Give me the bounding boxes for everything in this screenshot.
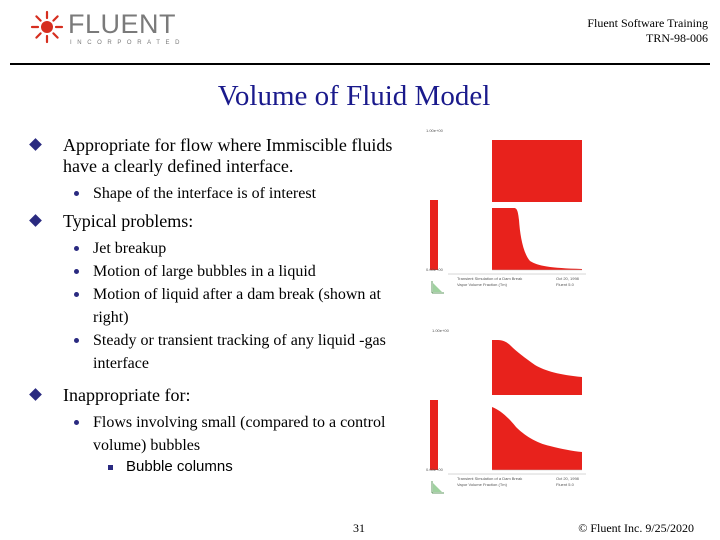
bullet-text: Appropriate for flow where Immiscible fluids have a clearly defined interface. bbox=[63, 135, 393, 176]
caption-left-1: Transient Simulation of a Dam Break bbox=[457, 476, 523, 481]
bullet-item bbox=[30, 385, 410, 406]
sub-bullet-text: Shape of the interface is of interest bbox=[93, 185, 317, 202]
scale-label-bottom: 0.00e+00 bbox=[426, 267, 443, 272]
dam-break-figure-2 bbox=[420, 325, 586, 500]
sub-sub-bullet-item bbox=[30, 457, 410, 477]
sunburst-logo-icon bbox=[30, 10, 64, 44]
header-info bbox=[587, 16, 708, 46]
sub-bullet-text: Motion of large bubbles in a liquid bbox=[93, 263, 316, 280]
logo-wordmark: FLUENT bbox=[68, 9, 177, 39]
sub-bullet-text: Motion of liquid after a dam break (shown at right) bbox=[93, 286, 381, 326]
dot-bullet-icon bbox=[74, 292, 79, 297]
sub-bullet-item bbox=[30, 329, 410, 375]
caption-right-2: Fluent 5.0 bbox=[556, 482, 574, 487]
scale-label-bottom: 0.00e+00 bbox=[426, 467, 443, 472]
diamond-bullet-icon bbox=[29, 388, 42, 401]
caption-right-2: Fluent 5.0 bbox=[556, 282, 574, 287]
copyright: © Fluent Inc. 9/25/2020 bbox=[578, 521, 694, 535]
square-bullet-icon bbox=[108, 465, 113, 470]
color-scale-bar bbox=[430, 200, 438, 270]
sub-bullet-item bbox=[30, 182, 410, 205]
bullet-text: Inappropriate for: bbox=[63, 385, 191, 405]
sub-sub-bullet-text: Bubble columns bbox=[126, 458, 233, 475]
sub-bullet-item bbox=[30, 411, 410, 457]
diamond-bullet-icon bbox=[29, 214, 42, 227]
bullet-text: Typical problems: bbox=[63, 211, 194, 231]
caption-left-1: Transient Simulation of a Dam Break bbox=[457, 276, 523, 281]
dam-break-plot-1 bbox=[420, 125, 586, 300]
dam-break-plot-2 bbox=[420, 325, 586, 500]
fluent-logo bbox=[30, 9, 186, 50]
scale-label-top: 1.00e+00 bbox=[432, 328, 449, 333]
caption-left-2: Vapor Volume Fraction (Tm) bbox=[457, 482, 507, 487]
caption-right-1: Oct 20, 1998 bbox=[556, 276, 579, 281]
header-line1: Fluent Software Training bbox=[587, 16, 708, 30]
logo-subtitle: INCORPORATED bbox=[70, 40, 186, 46]
sub-bullet-item bbox=[30, 260, 410, 283]
header-rule bbox=[10, 63, 710, 65]
dot-bullet-icon bbox=[74, 246, 79, 251]
sub-bullet-text: Flows involving small (compared to a control volume) bubbles bbox=[93, 414, 386, 454]
upper-fluid-region bbox=[492, 140, 582, 202]
caption-right-1: Oct 20, 1998 bbox=[556, 476, 579, 481]
dot-bullet-icon bbox=[74, 191, 79, 196]
sub-bullet-text: Jet breakup bbox=[93, 240, 167, 257]
diamond-bullet-icon bbox=[29, 138, 42, 151]
bullet-item bbox=[30, 211, 410, 232]
dam-break-figure-1 bbox=[420, 125, 586, 300]
dot-bullet-icon bbox=[74, 269, 79, 274]
header-line2: TRN-98-006 bbox=[646, 31, 708, 45]
bullet-item bbox=[30, 135, 410, 177]
bullet-list bbox=[30, 135, 410, 477]
scale-label-top: 1.00e+00 bbox=[426, 128, 443, 133]
slide-title: Volume of Fluid Model bbox=[217, 80, 491, 112]
sub-bullet-item bbox=[30, 283, 410, 329]
sub-bullet-item bbox=[30, 237, 410, 260]
page-number: 31 bbox=[353, 521, 365, 535]
dot-bullet-icon bbox=[74, 338, 79, 343]
caption-left-2: Vapor Volume Fraction (Tm) bbox=[457, 282, 507, 287]
color-scale-bar bbox=[430, 400, 438, 470]
sub-bullet-text: Steady or transient tracking of any liquid -gas interface bbox=[93, 332, 386, 372]
dot-bullet-icon bbox=[74, 420, 79, 425]
